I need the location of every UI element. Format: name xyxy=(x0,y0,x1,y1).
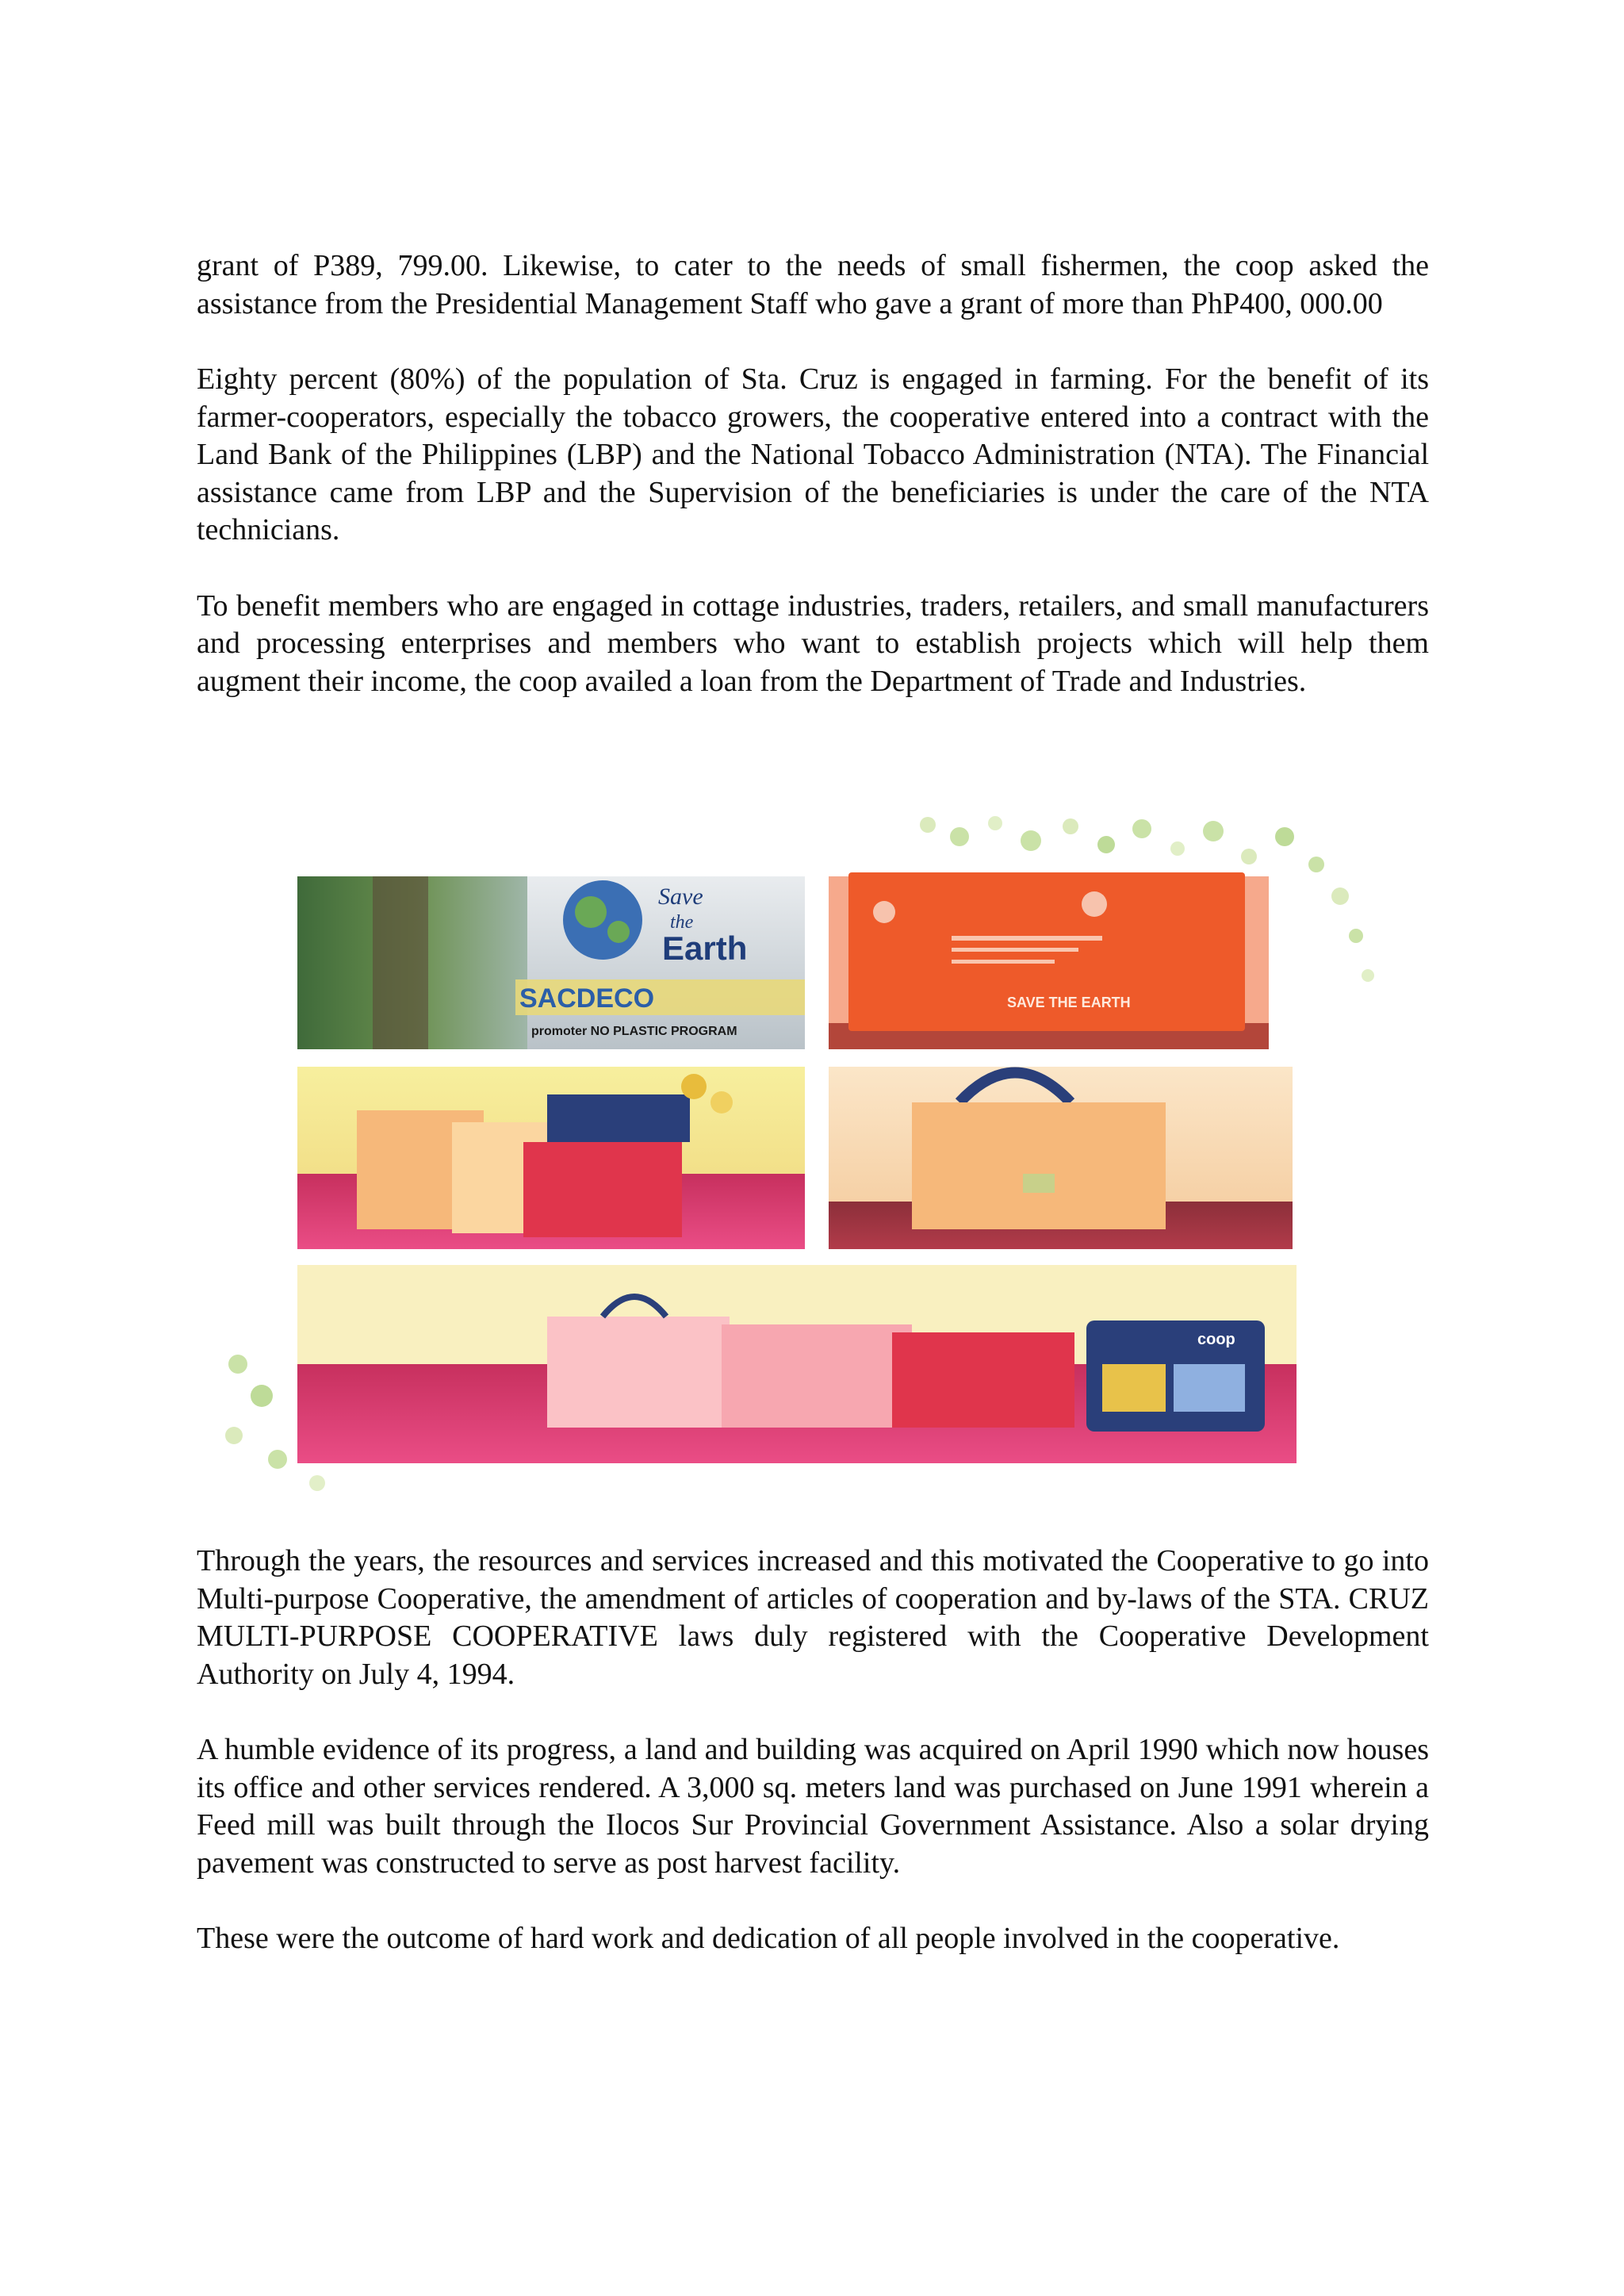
paragraph-multipurpose: Through the years, the resources and services increased and this motivated the Cooperative to go into Multi-purpose Cooperative, the amendment of articles of cooperation and by-laws of the STA. CRUZ MULTI-PURPOSE COOPERATIVE laws duly registered with the Cooperative Development Authority on July 4, 1994. xyxy=(197,1544,1429,1691)
poster-the-text: the xyxy=(670,912,694,933)
blue-bag-logo: coop xyxy=(1197,1331,1235,1348)
photo-save-the-earth-poster xyxy=(297,876,805,1049)
photo-orange-bag xyxy=(829,872,1269,1049)
text-section-bottom xyxy=(197,1543,1429,1958)
paragraph-progress: A humble evidence of its progress, a land and building was acquired on April 1990 which now houses its office and other services rendered. A 3,000 sq. meters land was purchased on June 1991 wherein a Feed mill was built through the Ilocos Sur Provincial Government Assistance. Also a solar drying pavement was constructed to serve as post harvest facility. xyxy=(197,1733,1429,1880)
photo-bags-yellow-wall xyxy=(297,1067,805,1249)
photo-collage xyxy=(214,809,1624,1499)
orange-bag-slogan: SAVE THE EARTH xyxy=(1007,995,1131,1010)
paragraph-farming: Eighty percent (80%) of the population of Sta. Cruz is engaged in farming. For the benefit of its farmer-cooperators, especially the tobacco growers, the cooperative entered into a contract with the Land Bank of the Philippines (LBP) and the National Tobacco Administration (NTA). The Financial assistance came from LBP and the Supervision of the beneficiaries is under the care of the NTA technicians. xyxy=(197,362,1429,546)
poster-save-text: Save xyxy=(658,884,703,910)
poster-earth-text: Earth xyxy=(662,930,748,967)
poster-banner-text: SACDECO xyxy=(519,983,655,1014)
paragraph-grant: grant of P389, 799.00. Likewise, to cater to the needs of small fishermen, the coop asked the assistance from the Presidential Management Staff who gave a grant of more than PhP400, 000.00 xyxy=(197,249,1429,320)
photo-peach-bag xyxy=(829,1067,1293,1249)
poster-subtext: promoter NO PLASTIC PROGRAM xyxy=(531,1025,737,1038)
photo-bags-row xyxy=(297,1265,1297,1463)
paragraph-outcome: These were the outcome of hard work and dedication of all people involved in the cooperative. xyxy=(197,1922,1340,1955)
paragraph-cottage-industries: To benefit members who are engaged in cottage industries, traders, retailers, and small manufacturers and processing enterprises and members who want to establish projects which will help them augment their income, the coop availed a loan from the Department of Trade and Industries. xyxy=(197,588,1429,698)
text-section-top xyxy=(197,247,1429,700)
